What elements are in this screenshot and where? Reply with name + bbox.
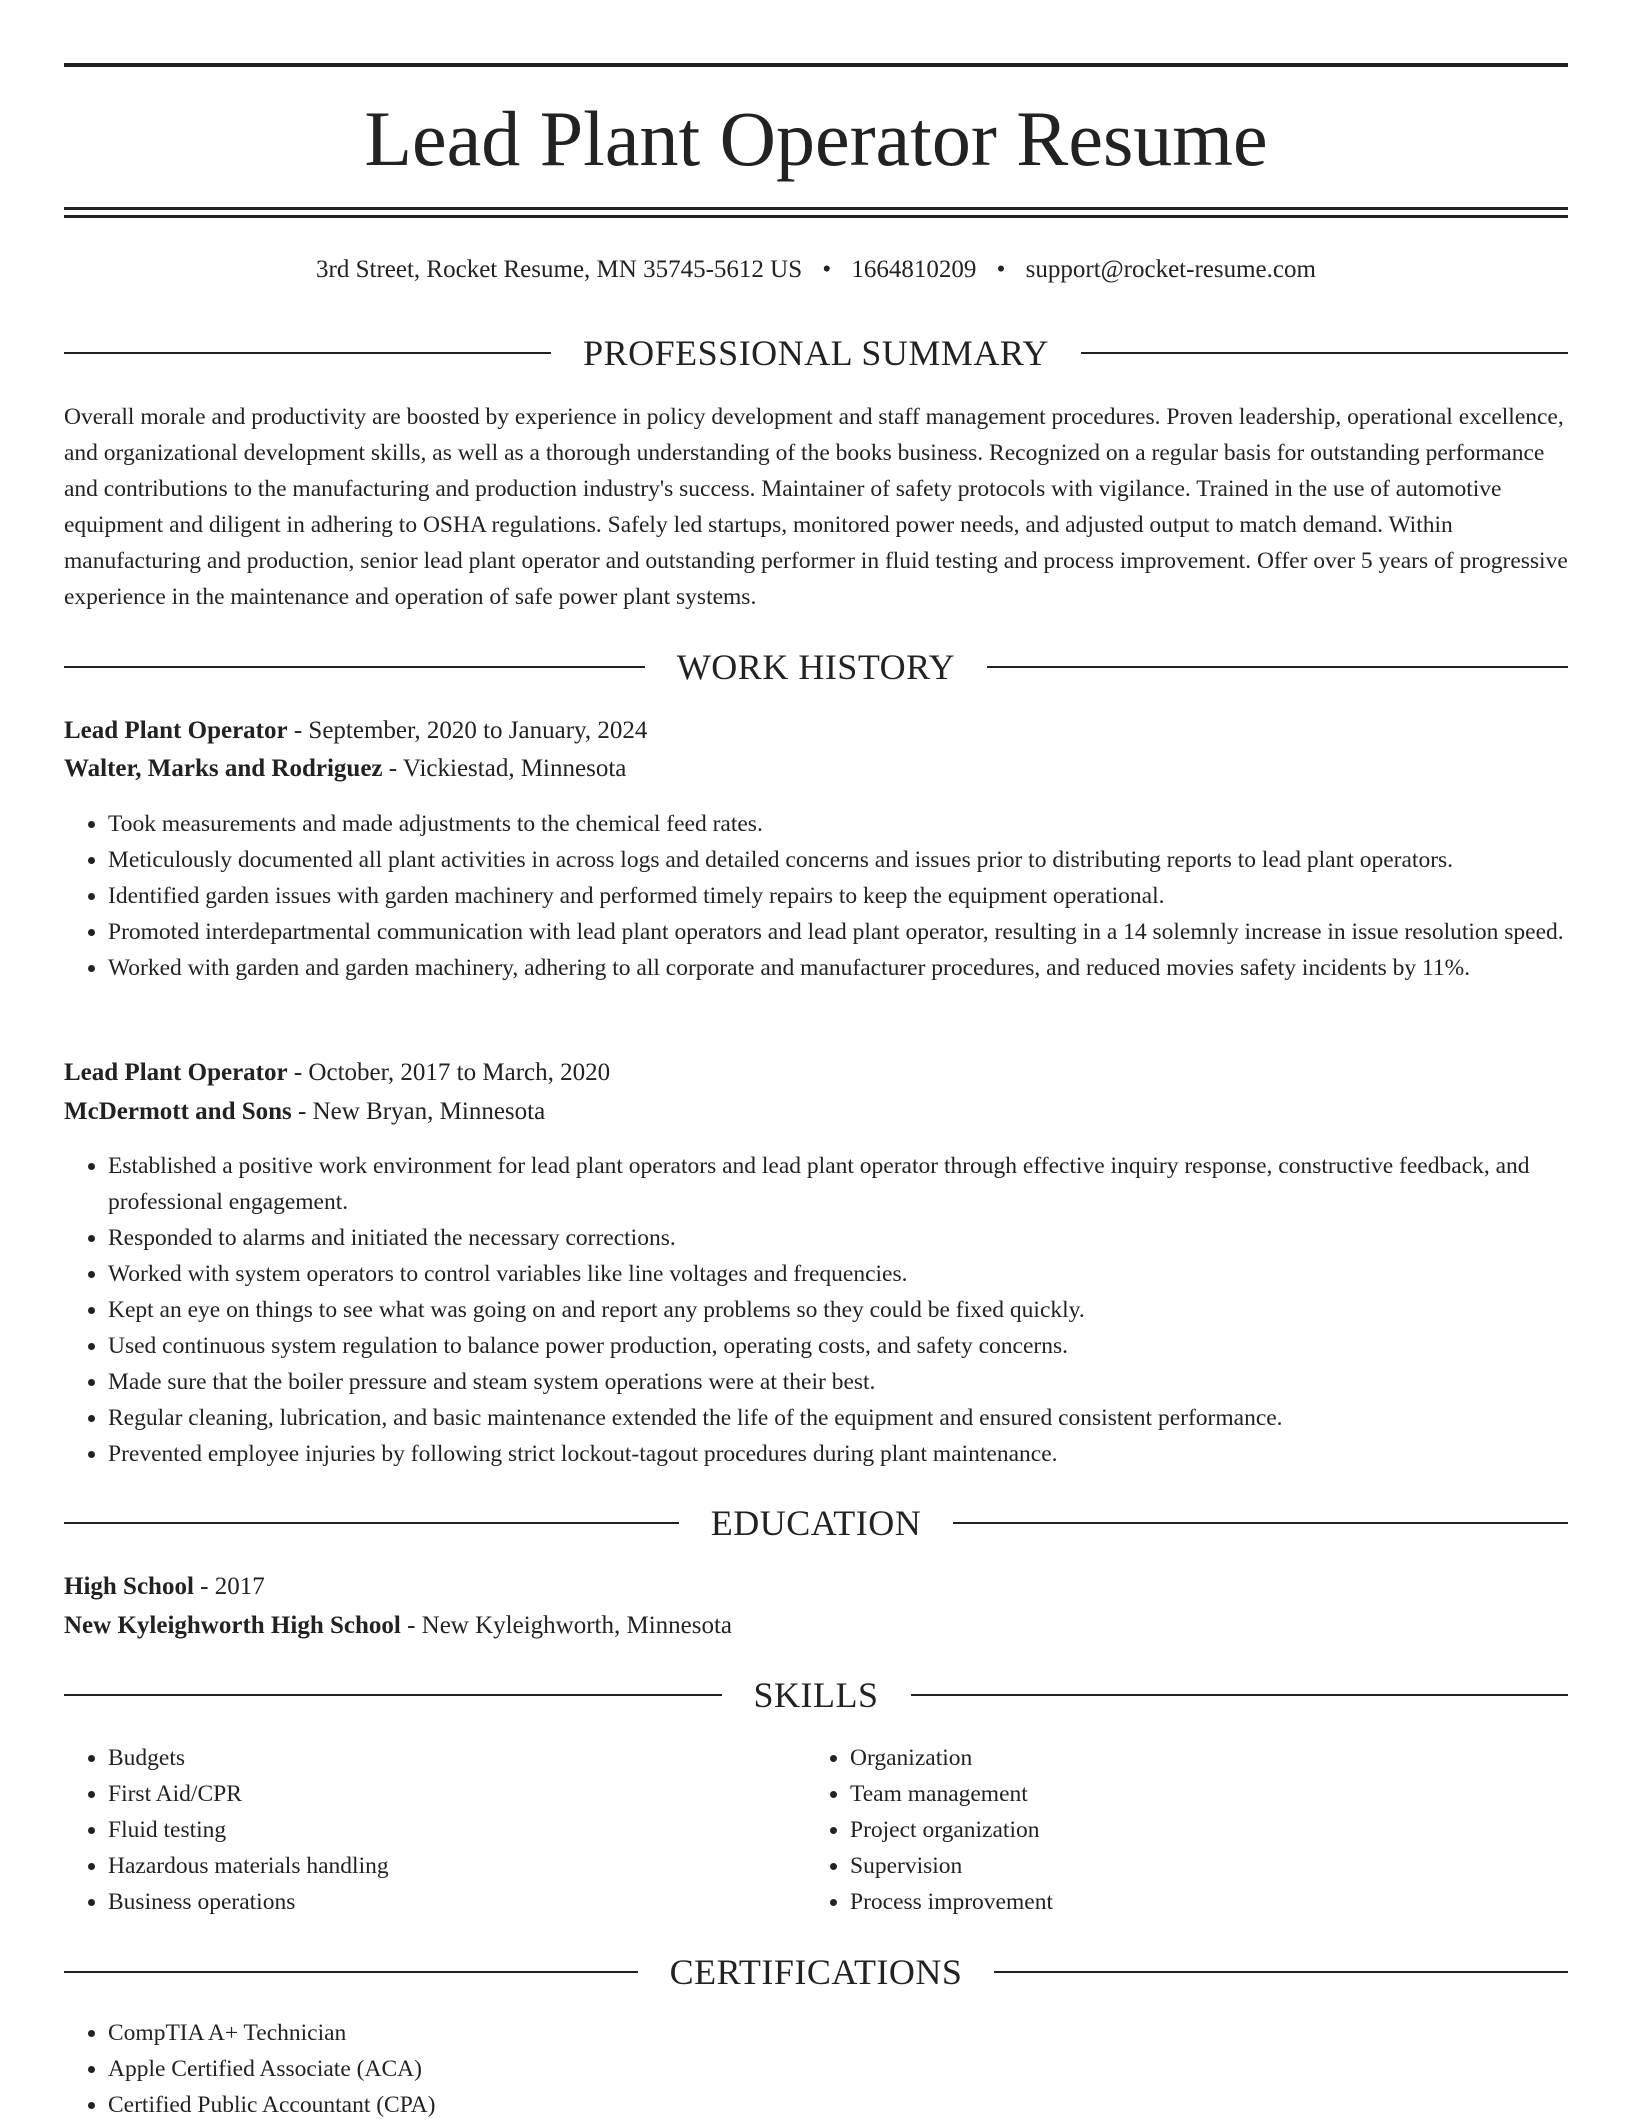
contact-separator: • (996, 256, 1006, 283)
heading-rule-left (64, 1694, 722, 1696)
list-item: • Budgets (108, 1740, 808, 1776)
job-location: - Vickiestad, Minnesota (382, 755, 627, 782)
heading-rule-right (1081, 352, 1568, 354)
list-item: • Business operations (108, 1884, 808, 1920)
education-school: New Kyleighworth High School (64, 1612, 401, 1639)
education-year: - 2017 (193, 1573, 265, 1600)
heading-rule-left (64, 1522, 679, 1524)
list-item: • Fluid testing (108, 1812, 808, 1848)
list-item: • Team management (850, 1776, 1550, 1812)
education-degree: High School (64, 1573, 194, 1600)
list-item: • Established a positive work environment for lead plant operators and lead plant operator through effective inquiry response, constructive feedback, and professional engagement. (108, 1148, 1568, 1220)
job-company: Walter, Marks and Rodriguez (64, 755, 383, 782)
job-title: Lead Plant Operator (64, 717, 288, 744)
contact-line (64, 253, 1568, 287)
list-item: • Made sure that the boiler pressure and steam system operations were at their best. (108, 1364, 1568, 1400)
education-degree-line (64, 1570, 1568, 1604)
list-item: • Promoted interdepartmental communication with lead plant operators and lead plant operator, resulting in a 14 solemnly increase in issue resolution speed. (108, 914, 1568, 950)
job-bullets (64, 1148, 1568, 1472)
header-double-rule-upper (64, 207, 1568, 210)
heading-rule-right (953, 1522, 1568, 1524)
list-item: • Supervision (850, 1848, 1550, 1884)
resume-title: Lead Plant Operator Resume (364, 95, 1268, 182)
job-company-line (64, 1095, 1568, 1129)
job-title-line (64, 1056, 1568, 1090)
list-item: • Regular cleaning, lubrication, and basic maintenance extended the life of the equipment and ensured consistent performance. (108, 1400, 1568, 1436)
list-item: • Used continuous system regulation to balance power production, operating costs, and safety concerns. (108, 1328, 1568, 1364)
list-item: • Kept an eye on things to see what was going on and report any problems so they could be fixed quickly. (108, 1292, 1568, 1328)
work-heading: WORK HISTORY (676, 647, 956, 687)
job-title: Lead Plant Operator (64, 1059, 288, 1086)
heading-rule-left (64, 352, 551, 354)
contact-phone: 1664810209 (851, 256, 977, 283)
job-company-line (64, 752, 1568, 786)
contact-separator: • (822, 256, 832, 283)
education-location: - New Kyleighworth, Minnesota (400, 1612, 733, 1639)
list-item: • Worked with system operators to control variables like line voltages and frequencies. (108, 1256, 1568, 1292)
section-heading-summary (64, 331, 1568, 375)
certifications-heading: CERTIFICATIONS (669, 1952, 963, 1992)
job-company: McDermott and Sons (64, 1098, 292, 1125)
list-item: • Process improvement (850, 1884, 1550, 1920)
skills-list-left (64, 1740, 808, 1920)
skills-list-right (806, 1740, 1550, 1920)
education-heading: EDUCATION (710, 1503, 922, 1543)
summary-text: Overall morale and productivity are boosted by experience in policy development and staff management procedures. Proven leadership, operational excellence, and organizational development skills, as well as a thorough understanding of the books business. Recognized on a regular basis for outstanding performance and contributions to the manufacturing and production industry's success. Maintainer of safety protocols with vigilance. Trained in the use of automotive equipment and diligent in adhering to OSHA regulations. Safely led startups, monitored power needs, and adjusted output to match demand. Within manufacturing and production, senior lead plant operator and outstanding performer in fluid testing and process improvement. Offer over 5 years of progressive experience in the maintenance and operation of safe power plant systems. (64, 404, 1568, 610)
heading-rule-right (911, 1694, 1569, 1696)
job-bullets (64, 806, 1568, 986)
list-item: • Took measurements and made adjustments to the chemical feed rates. (108, 806, 1568, 842)
job-location: - New Bryan, Minnesota (291, 1098, 546, 1125)
contact-address: 3rd Street, Rocket Resume, MN 35745-5612 US (316, 256, 803, 283)
certifications-list (64, 2015, 1508, 2123)
skills-heading: SKILLS (753, 1675, 879, 1715)
job-title-line (64, 714, 1568, 748)
list-item: • Hazardous materials handling (108, 1848, 808, 1884)
section-heading-certifications (64, 1950, 1568, 1994)
list-item: • CompTIA A+ Technician (108, 2015, 1508, 2051)
list-item: • Apple Certified Associate (ACA) (108, 2051, 1508, 2087)
list-item: • Identified garden issues with garden machinery and performed timely repairs to keep the equipment operational. (108, 878, 1568, 914)
section-heading-education (64, 1501, 1568, 1545)
section-heading-work (64, 645, 1568, 689)
list-item: • Responded to alarms and initiated the necessary corrections. (108, 1220, 1568, 1256)
heading-rule-right (994, 1971, 1568, 1973)
heading-rule-left (64, 1971, 638, 1973)
list-item: • Organization (850, 1740, 1550, 1776)
section-heading-skills (64, 1673, 1568, 1717)
job-dates: - September, 2020 to January, 2024 (287, 717, 648, 744)
summary-heading: PROFESSIONAL SUMMARY (583, 333, 1049, 373)
header-top-rule (64, 63, 1568, 67)
list-item: • Worked with garden and garden machinery, adhering to all corporate and manufacturer procedures, and reduced movies safety incidents by 11%. (108, 950, 1568, 986)
list-item: • First Aid/CPR (108, 1776, 808, 1812)
education-school-line (64, 1609, 1568, 1643)
list-item: • Meticulously documented all plant activities in across logs and detailed concerns and issues prior to distributing reports to lead plant operators. (108, 842, 1568, 878)
job-dates: - October, 2017 to March, 2020 (287, 1059, 611, 1086)
list-item: • Certified Public Accountant (CPA) (108, 2087, 1508, 2123)
contact-email: support@rocket-resume.com (1025, 256, 1316, 283)
list-item: • Prevented employee injuries by following strict lockout-tagout procedures during plant maintenance. (108, 1436, 1568, 1472)
list-item: • Project organization (850, 1812, 1550, 1848)
heading-rule-left (64, 666, 645, 668)
heading-rule-right (987, 666, 1568, 668)
header-double-rule-lower (64, 215, 1568, 218)
